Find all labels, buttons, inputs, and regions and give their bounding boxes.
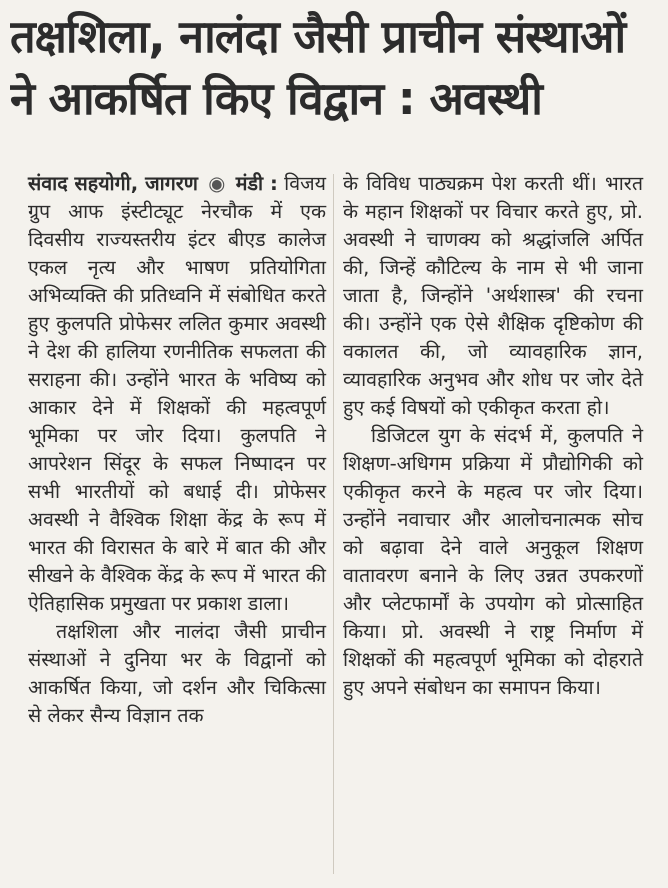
headline [10, 6, 658, 130]
article-paragraph: तक्षशिला और नालंदा जैसी प्राचीन संस्थाओं ने दुनिया भर के विद्वानों को आकर्षित किया, जो दर्शन और चिकित्सा से लेकर सैन्य विज्ञान तक [28, 620, 326, 727]
headline-line-1: तक्षशिला, नालंदा जैसी प्राचीन संस्थाओं [10, 10, 626, 63]
article-column-left [28, 170, 326, 730]
paragraph-text: विजय ग्रुप आफ इंस्टीट्यूट नेरचौक में एक दिवसीय राज्यस्तरीय इंटर बीएड कालेज एकल नृत्य और भाषण प्रतियोगिता अभिव्यक्ति की प्रतिध्वनि में संबोधित करते हुए कुलपति प्रोफेसर ललित कुमार अवस्थी ने देश की हालिया रणनीतिक सफलता की सराहना की। उन्होंने भारत के भविष्य को आकार देने में शिक्षकों की महत्वपूर्ण भूमिका पर जोर दिया। कुलपति ने आपरेशन सिंदूर के सफल निष्पादन पर सभी भारतीयों को बधाई दी। प्रोफेसर अवस्थी ने वैश्विक शिक्षा केंद्र के रूप में भारत की विरासत के बारे में बात की और सीखने के वैश्विक केंद्र के रूप में भारत की ऐतिहासिक प्रमुखता पर प्रकाश डाला। [28, 172, 327, 615]
article-paragraph [28, 170, 326, 618]
dateline-place: मंडी : [235, 172, 278, 195]
headline-line-2: ने आकर्षित किए विद्वान : अवस्थी [10, 72, 542, 125]
article-paragraph: डिजिटल युग के संदर्भ में, कुलपति ने शिक्षण-अधिगम प्रक्रिया में प्रौद्योगिकी को एकीकृत करने के महत्व पर जोर दिया। उन्होंने नवाचार और आलोचनात्मक सोच को बढ़ावा देने वाले अनुकूल शिक्षण वातावरण बनाने के लिए उन्नत उपकरणों और प्लेटफार्मों के उपयोग को प्रोत्साहित किया। प्रो. अवस्थी ने राष्ट्र निर्माण में शिक्षकों की महत्वपूर्ण भूमिका को दोहराते हुए अपने संबोधन का समापन किया। [343, 424, 643, 699]
column-divider [333, 174, 334, 874]
article-paragraph: के विविध पाठ्यक्रम पेश करती थीं। भारत के महान शिक्षकों पर विचार करते हुए, प्रो. अवस्थी ने चाणक्य को श्रद्धांजलि अर्पित की, जिन्हें कौटिल्य के नाम से भी जाना जाता है, जिन्होंने 'अर्थशास्त्र' की रचना की। उन्होंने एक ऐसे शैक्षिक दृष्टिकोण की वकालत की, जो व्यावहारिक ज्ञान, व्यावहारिक अनुभव और शोध पर जोर देते हुए कई विषयों को एकीकृत करता हो। [343, 172, 643, 419]
dateline-bullet-icon: ◉ [208, 172, 226, 195]
article-column-right [343, 170, 643, 702]
dateline-source: संवाद सहयोगी, जागरण [28, 172, 198, 195]
